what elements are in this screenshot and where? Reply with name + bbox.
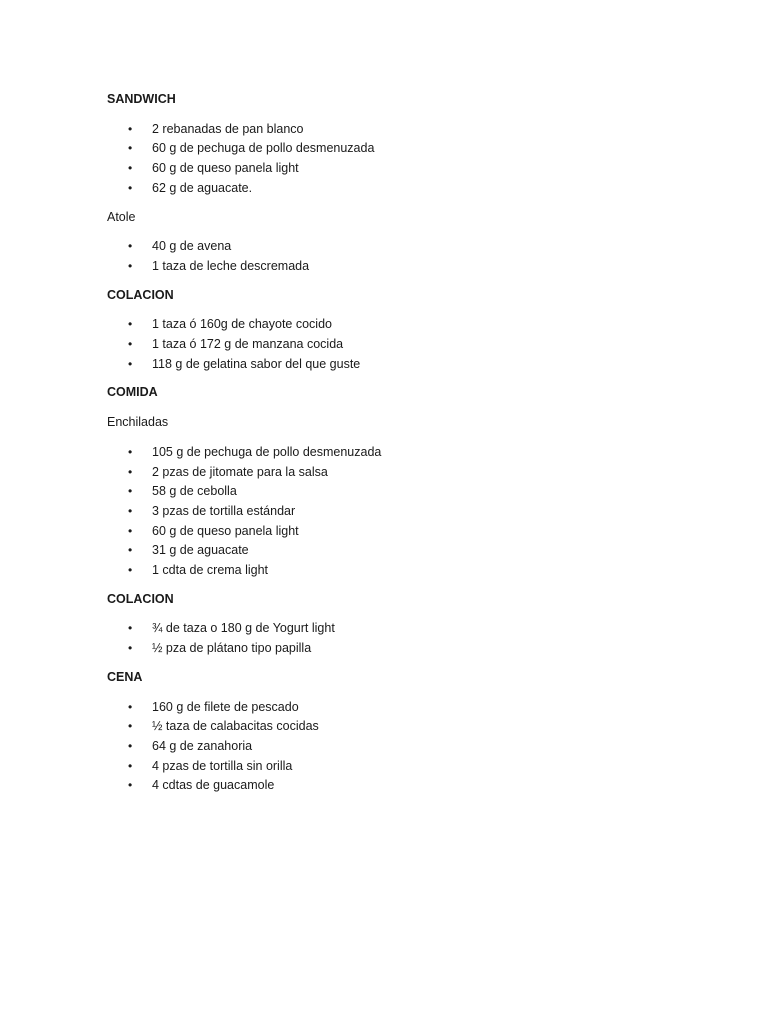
list-item bbox=[107, 159, 707, 179]
list-item-text: 60 g de queso panela light bbox=[152, 523, 299, 538]
document-page bbox=[107, 90, 707, 805]
section-heading-sandwich: SANDWICH bbox=[107, 92, 176, 106]
list-item-text: 2 rebanadas de pan blanco bbox=[152, 121, 304, 136]
bullet-icon: • bbox=[128, 317, 133, 332]
list-item bbox=[107, 120, 707, 140]
list-item-text: 58 g de cebolla bbox=[152, 484, 237, 499]
bullet-icon: • bbox=[128, 758, 133, 773]
list-item-text: 1 taza ó 160g de chayote cocido bbox=[152, 317, 332, 332]
list-item-text: 160 g de filete de pescado bbox=[152, 699, 299, 714]
bullet-icon: • bbox=[128, 141, 133, 156]
ingredient-list-colacion bbox=[107, 315, 707, 374]
list-item-text: 4 pzas de tortilla sin orilla bbox=[152, 758, 293, 773]
list-item-text: 60 g de queso panela light bbox=[152, 161, 299, 176]
bullet-icon: • bbox=[128, 738, 133, 753]
list-item-text: ¾ de taza o 180 g de Yogurt light bbox=[152, 621, 335, 636]
list-item-text: ½ taza de calabacitas cocidas bbox=[152, 719, 319, 734]
section-heading-colacion-2: COLACION bbox=[107, 591, 174, 606]
list-item-text: 31 g de aguacate bbox=[152, 543, 249, 558]
list-item-text: 4 cdtas de guacamole bbox=[152, 778, 275, 793]
bullet-icon: • bbox=[128, 161, 133, 176]
list-item-text: 1 cdta de crema light bbox=[152, 563, 269, 578]
bullet-icon: • bbox=[128, 699, 133, 714]
list-item-text: ½ pza de plátano tipo papilla bbox=[152, 641, 312, 656]
ingredient-list-colacion-2 bbox=[107, 619, 707, 658]
bullet-icon: • bbox=[128, 258, 133, 273]
list-item bbox=[107, 737, 707, 757]
bullet-icon: • bbox=[128, 484, 133, 499]
list-item bbox=[107, 717, 707, 737]
bullet-icon: • bbox=[128, 523, 133, 538]
list-item bbox=[107, 639, 707, 659]
list-item bbox=[107, 776, 707, 796]
list-item bbox=[107, 237, 707, 257]
list-item bbox=[107, 443, 707, 463]
list-item bbox=[107, 698, 707, 718]
list-item-text: 62 g de aguacate. bbox=[152, 180, 253, 195]
ingredient-list-sandwich bbox=[107, 120, 707, 199]
list-item bbox=[107, 561, 707, 581]
bullet-icon: • bbox=[128, 778, 133, 793]
list-item bbox=[107, 463, 707, 483]
bullet-icon: • bbox=[128, 464, 133, 479]
bullet-icon: • bbox=[128, 337, 133, 352]
list-item bbox=[107, 757, 707, 777]
bullet-icon: • bbox=[128, 543, 133, 558]
list-item bbox=[107, 315, 707, 335]
bullet-icon: • bbox=[128, 239, 133, 254]
list-item-text: 105 g de pechuga de pollo desmenuzada bbox=[152, 444, 382, 459]
bullet-icon: • bbox=[128, 180, 133, 195]
bullet-icon: • bbox=[128, 444, 133, 459]
list-item-text: 64 g de zanahoria bbox=[152, 738, 253, 753]
bullet-icon: • bbox=[128, 719, 133, 734]
bullet-icon: • bbox=[128, 121, 133, 136]
ingredient-list-comida bbox=[107, 443, 707, 581]
section-subheading-atole: Atole bbox=[107, 209, 136, 224]
section-heading-cena: CENA bbox=[107, 669, 143, 684]
bullet-icon: • bbox=[128, 563, 133, 578]
list-item bbox=[107, 541, 707, 561]
list-item bbox=[107, 522, 707, 542]
list-item-text: 118 g de gelatina sabor del que guste bbox=[152, 356, 361, 371]
bullet-icon: • bbox=[128, 356, 133, 371]
section-heading-colacion: COLACION bbox=[107, 287, 174, 302]
bullet-icon: • bbox=[128, 621, 133, 636]
list-item bbox=[107, 335, 707, 355]
ingredient-list-atole bbox=[107, 237, 707, 276]
section-heading-comida: COMIDA bbox=[107, 385, 158, 400]
list-item bbox=[107, 139, 707, 159]
list-item-text: 1 taza de leche descremada bbox=[152, 258, 310, 273]
list-item bbox=[107, 502, 707, 522]
list-item-text: 3 pzas de tortilla estándar bbox=[152, 503, 296, 518]
list-item bbox=[107, 619, 707, 639]
list-item-text: 40 g de avena bbox=[152, 239, 232, 254]
list-item-text: 60 g de pechuga de pollo desmenuzada bbox=[152, 141, 375, 156]
bullet-icon: • bbox=[128, 641, 133, 656]
bullet-icon: • bbox=[128, 503, 133, 518]
list-item bbox=[107, 179, 707, 199]
list-item bbox=[107, 257, 707, 277]
list-item bbox=[107, 482, 707, 502]
list-item bbox=[107, 355, 707, 375]
section-subheading-enchiladas: Enchiladas bbox=[107, 415, 169, 430]
list-item-text: 2 pzas de jitomate para la salsa bbox=[152, 464, 328, 479]
ingredient-list-cena bbox=[107, 698, 707, 797]
list-item-text: 1 taza ó 172 g de manzana cocida bbox=[152, 337, 344, 352]
